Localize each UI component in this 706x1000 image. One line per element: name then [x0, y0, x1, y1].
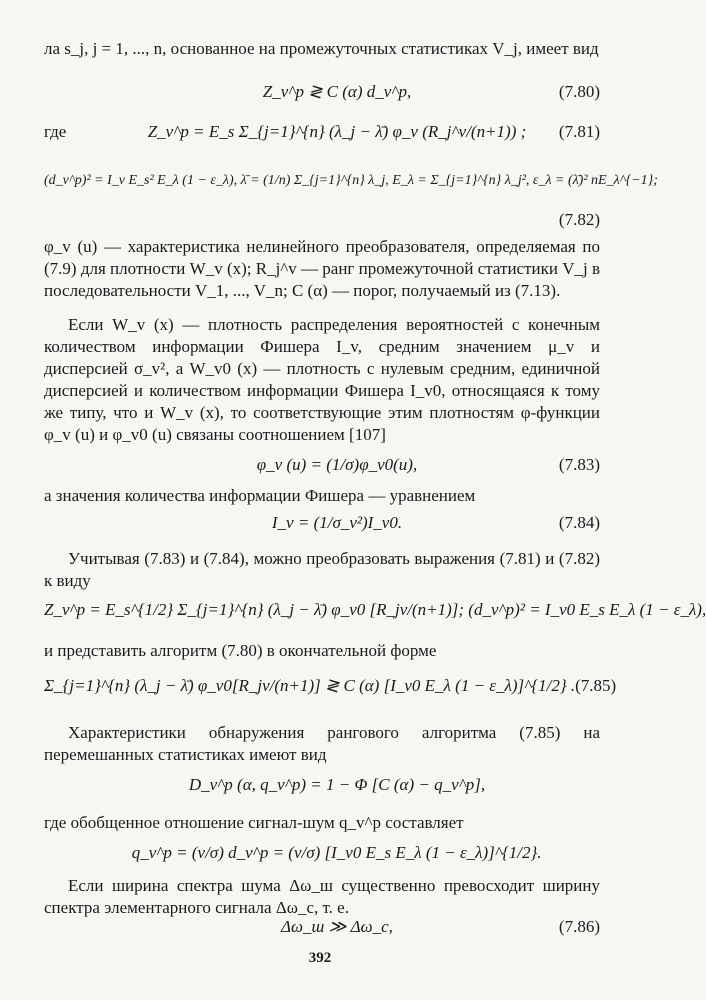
equation-number-7-85: (7.85)	[575, 676, 617, 695]
paragraph-phi-definition: φ_v (u) — характеристика нелинейного преобразователя, определяемая по (7.9) для плотности W_v (x); R_j^v — ранг промежуточной статистики V_j в последовательности V_1, ..., V_n; C (α) — порог, получаемый из (7.13).	[44, 237, 601, 300]
equation-7-85-body: Σ_{j=1}^{n} (λ_j − λ̄) φ_v0[R_jv/(n+1)] ≷ C (α) [I_v0 E_λ (1 − ε_λ)]^{1/2} .	[44, 676, 576, 695]
equation-number-7-86: (7.86)	[558, 917, 600, 936]
where-label: где	[44, 122, 67, 141]
equation-detection	[44, 770, 600, 800]
equation-7-82-number-row	[44, 205, 600, 235]
equation-number-7-83: (7.83)	[558, 455, 600, 474]
equation-snr-body: q_v^р = (ν/σ) d_v^р = (ν/σ) [I_v0 E_s E_λ (1 − ε_λ)]^{1/2}.	[131, 843, 542, 862]
equation-transformed-body: Z_v^р = E_s^{1/2} Σ_{j=1}^{n} (λ_j − λ̄) φ_v0 [R_jv/(n+1)]; (d_v^р)² = I_v0 E_s E_λ (1 − ε_λ),	[44, 600, 706, 619]
paragraph-spectrum: Если ширина спектра шума Δω_ш существенно превосходит ширину спектра элементарного сигнала Δω_с, т. е.	[44, 876, 600, 917]
equation-7-80-body: Z_v^р ≷ C (α) d_v^р,	[262, 82, 412, 101]
paragraph-transform: Учитывая (7.83) и (7.84), можно преобразовать выражения (7.81) и (7.82) к виду	[44, 549, 600, 590]
equation-snr	[44, 838, 600, 868]
equation-7-80	[44, 77, 600, 107]
equation-7-85	[44, 664, 617, 708]
paragraph-intro: ла s_j, j = 1, ..., n, основанное на промежуточных статистиках V_j, имеет вид	[44, 39, 599, 58]
equation-7-86-body: Δω_ш ≫ Δω_с,	[281, 917, 393, 936]
paragraph-fisher-info: Если W_v (x) — плотность распределения вероятностей с конечным количеством информации Фишера I_v, средним значением μ_v и дисперсией σ_v², а W_v0 (x) — плотность с нулевым средним, единичной дисперсией и количеством информации Фишера I_v0, относящаяся к тому же типу, что и W_v (x), то соответствующие этим плотностям φ-функции φ_v (u) и φ_v0 (u) связаны соотношением [107]	[44, 315, 600, 444]
equation-7-82-body: (d_v^р)² = I_v E_s² E_λ (1 − ε_λ), λ̄ = (1/n) Σ_{j=1}^{n} λ_j, E_λ = Σ_{j=1}^{n} λ_j², ε_λ = (λ̄)² nE_λ^{−1};	[44, 173, 658, 188]
equation-number-7-81: (7.81)	[558, 122, 600, 141]
paragraph-snr: где обобщенное отношение сигнал-шум q_v^р составляет	[44, 813, 464, 832]
page-number: 392	[308, 950, 332, 966]
equation-7-83-body: φ_v (u) = (1/σ)φ_v0(u),	[256, 455, 418, 474]
paragraph-characteristics: Характеристики обнаружения рангового алгоритма (7.85) на перемешанных статистиках имеют вид	[44, 723, 600, 764]
equation-7-84	[44, 508, 600, 538]
equation-7-86	[44, 912, 600, 942]
equation-number-7-84: (7.84)	[558, 513, 600, 532]
equation-7-82	[44, 166, 658, 196]
paragraph-final-form: и представить алгоритм (7.80) в окончательной форме	[44, 641, 437, 660]
paragraph-fisher-equation: а значения количества информации Фишера — уравнением	[44, 486, 476, 505]
equation-number-7-80: (7.80)	[558, 82, 600, 101]
equation-transformed	[44, 588, 706, 632]
equation-7-84-body: I_v = (1/σ_v²)I_v0.	[271, 513, 403, 532]
equation-number-7-82: (7.82)	[558, 210, 600, 229]
equation-detection-body: D_v^р (α, q_v^р) = 1 − Φ [C (α) − q_v^р],	[188, 775, 486, 794]
equation-7-83	[44, 450, 600, 480]
equation-7-81	[44, 117, 600, 147]
equation-7-81-body: Z_v^р = E_s Σ_{j=1}^{n} (λ_j − λ̄) φ_v (R_j^v/(n+1)) ;	[147, 122, 527, 141]
